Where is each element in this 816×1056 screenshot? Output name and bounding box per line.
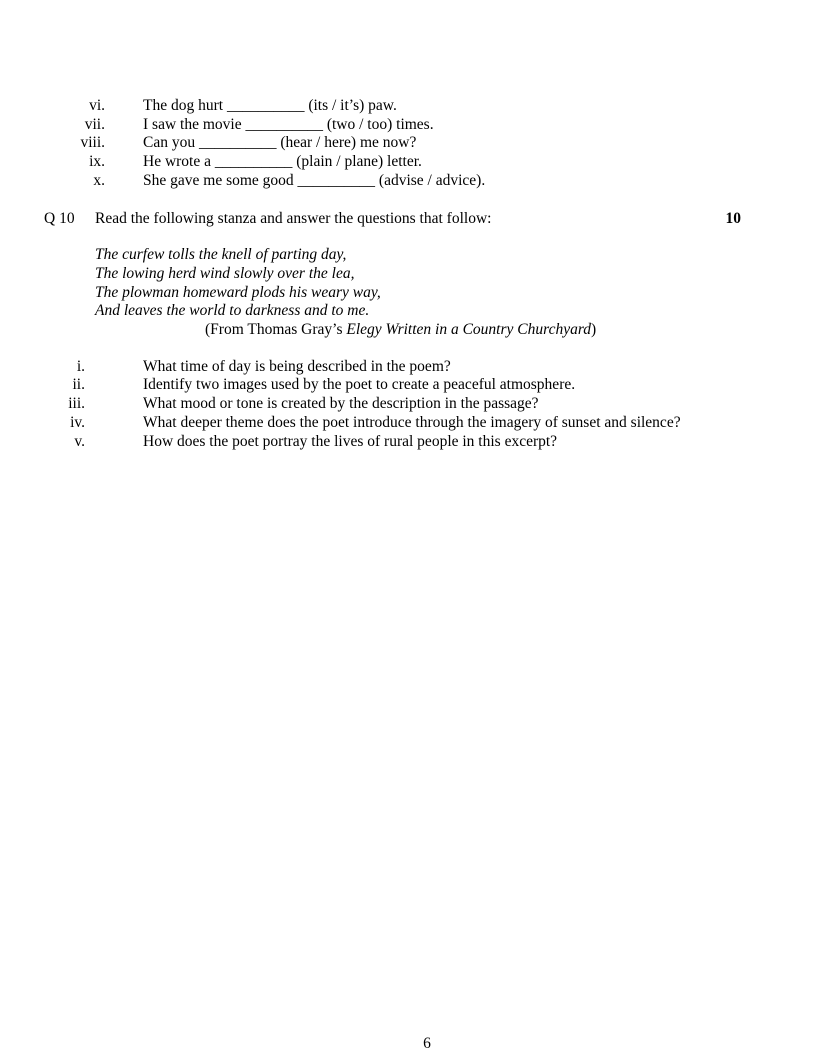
list-item — [44, 116, 772, 135]
question-number-label: Q 10 — [44, 209, 75, 227]
sub-question-item — [44, 395, 772, 414]
sub-question-marker: ii. — [72, 376, 85, 394]
sub-question-list — [44, 358, 772, 452]
stanza-line: The lowing herd wind slowly over the lea, — [95, 264, 355, 282]
sub-question-marker: iv. — [70, 413, 85, 431]
sub-question-marker: v. — [74, 432, 85, 450]
poem-stanza — [95, 246, 772, 340]
sub-question-text: What deeper theme does the poet introduce through the imagery of sunset and silence? — [143, 413, 681, 431]
list-item-marker: ix. — [89, 153, 105, 171]
list-item — [44, 134, 772, 153]
sub-question-item — [44, 376, 772, 395]
list-item-marker: vii. — [84, 115, 105, 133]
list-item-text: Can you __________ (hear / here) me now? — [143, 134, 417, 152]
question-10-heading-row — [44, 210, 772, 229]
sub-question-item — [44, 358, 772, 377]
stanza-line: And leaves the world to darkness and to me. — [95, 302, 370, 320]
stanza-line: The curfew tolls the knell of parting day, — [95, 246, 347, 264]
sub-question-text: How does the poet portray the lives of rural people in this excerpt? — [143, 432, 558, 450]
list-item-marker: vi. — [89, 97, 105, 114]
stanza-line: The plowman homeward plods his weary way, — [95, 283, 381, 301]
list-item — [44, 172, 772, 191]
list-item — [44, 153, 772, 172]
attribution-work-title: Elegy Written in a Country Churchyard — [346, 321, 592, 339]
sub-question-item — [44, 433, 772, 452]
attribution-suffix: ) — [591, 321, 597, 339]
sub-question-marker: iii. — [68, 395, 85, 413]
fill-in-blank-list — [44, 97, 772, 191]
stanza-attribution — [205, 321, 772, 340]
list-item-marker: x. — [93, 171, 105, 189]
sub-question-marker: i. — [76, 357, 85, 375]
question-heading-text: Read the following stanza and answer the questions that follow: — [95, 209, 492, 227]
list-item-text: She gave me some good __________ (advise / advice). — [143, 171, 486, 189]
list-item-text: He wrote a __________ (plain / plane) letter. — [143, 153, 422, 171]
sub-question-text: Identify two images used by the poet to create a peaceful atmosphere. — [143, 376, 576, 394]
sub-question-text: What mood or tone is created by the description in the passage? — [143, 395, 539, 413]
sub-question-item — [44, 414, 772, 433]
sub-question-text: What time of day is being described in the poem? — [143, 357, 451, 375]
list-item — [44, 97, 772, 116]
attribution-prefix: (From Thomas Gray’s — [205, 321, 347, 339]
page-number: 6 — [423, 1035, 431, 1053]
exam-page — [0, 0, 816, 451]
marks-value: 10 — [725, 209, 741, 227]
list-item-marker: viii. — [80, 134, 105, 152]
list-item-text: The dog hurt __________ (its / it’s) paw. — [143, 97, 397, 114]
list-item-text: I saw the movie __________ (two / too) times. — [143, 115, 434, 133]
